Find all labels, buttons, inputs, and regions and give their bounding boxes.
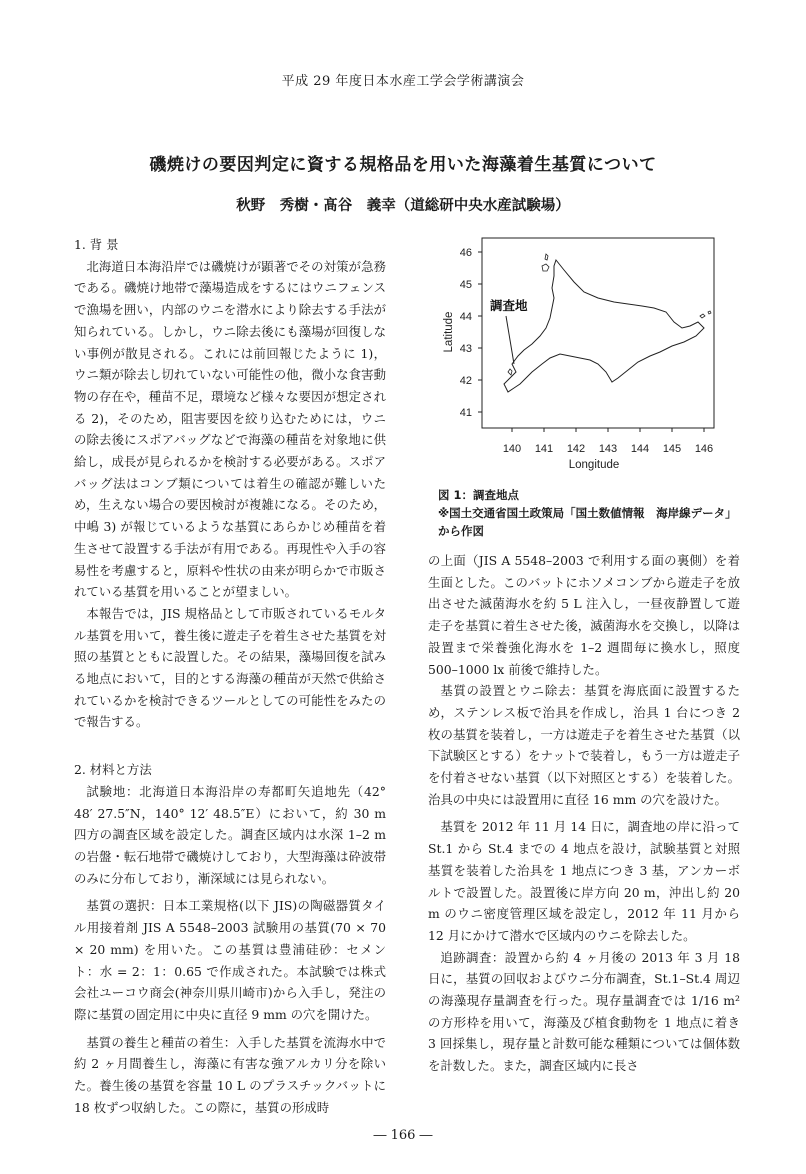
- left-column: [74, 234, 386, 1118]
- x-tick-143: 143: [598, 443, 618, 455]
- x-axis-title: Longitude: [568, 459, 620, 471]
- x-tick-144: 144: [630, 443, 650, 455]
- y-axis-title: Latitude: [443, 311, 455, 353]
- okushiri-island: [508, 369, 512, 375]
- y-tick-43: 43: [459, 343, 472, 355]
- x-tick-141: 141: [534, 443, 554, 455]
- paper-authors: 秋野 秀樹・髙谷 義幸（道総研中央水産試験場）: [236, 197, 570, 214]
- rishiri-island: [542, 264, 549, 271]
- figure-caption-source: ※国土交通省国土政策局「国土数値情報 海岸線データ」から作図: [438, 506, 737, 538]
- section-2-paragraph-1: 試験地：北海道日本海沿岸の寿都町矢追地先（42° 48′ 27.5″N，140° 12′ 48.5″E）において，約 30 m 四方の調査区域を設定した。調査区域内は水深 1–2 m の岩盤・転石地帯で磯焼けしており，大型海藻は砕波帯のみに分布しており，漸深域には見られない。: [74, 783, 386, 886]
- y-tick-45: 45: [459, 279, 472, 291]
- survey-site-pointer: [506, 316, 514, 364]
- right-paragraph-2: 基質の設置とウニ除去：基質を海底面に設置するため，ステンレス板で治具を作成し，治具 1 台につき 2 枚の基質を装着し，一方は遊走子を着生させた基質（以下試験区とする）をナットで装着し，もう一方は遊走子を付着させない基質（以下対照区とする）を装着した。治具の中央には設置用に直径 16 mm の穴を設けた。: [428, 683, 740, 807]
- y-tick-46: 46: [459, 247, 472, 259]
- x-tick-145: 145: [662, 443, 682, 455]
- y-axis: [443, 247, 482, 419]
- figure-caption-title: 図 1：調査地点: [438, 488, 520, 502]
- hokkaido-coastline: [504, 260, 704, 392]
- section-2-paragraph-3: 基質の養生と種苗の着生：入手した基質を流海水中で約 2 ヶ月間養生し，海藻に有害な強アルカリ分を除いた。養生後の基質を容量 10 L のプラスチックバットに 18 枚ずつ収納した。この際に，基質の形成時: [74, 1034, 386, 1115]
- rebun-island: [545, 254, 548, 260]
- section-2-heading: 2. 材料と方法: [74, 762, 152, 778]
- island-small-1: [700, 314, 705, 318]
- x-tick-142: 142: [566, 443, 586, 455]
- right-paragraph-4: 追跡調査：設置から約 4 ヶ月後の 2013 年 3 月 18 日に，基質の回収およびウニ分布調査，St.1–St.4 周辺の海藻現存量調査を行った。現存量調査では 1/16 m² の方形枠を用いて，海藻及び植食動物を 1 地点に着き 3 回採集し，現存量と計数可能な種類については個体数を計数した。また，調査区域内に長さ: [428, 949, 740, 1074]
- right-paragraph-3: 基質を 2012 年 11 月 14 日に，調査地の岸に沿って St.1 から St.4 までの 4 地点を設け，試験基質と対照基質を装着した治具を 1 地点につき 3 基，アンカーボルトで設置した。設置後に岸方向 20 m，沖出し約 20 m のウニ密度管理区域を設定し，2012 年 11 月から 12 月にかけて潜水で区域内のウニを除去した。: [428, 819, 740, 943]
- section-1-heading: 1. 背 景: [74, 237, 119, 252]
- section-1-paragraph-1: 北海道日本海沿岸では磯焼けが顕著でその対策が急務である。磯焼け地帯で藻場造成をするにはウニフェンスで漁場を囲い，内部のウニを潜水により除去する手法が知られている。しかし，ウニ除去後にも藻場が回復しない事例が散見される。これには前回報じたように 1)，ウニ類が除去し切れていない可能性の他，微小な食害動物の存在や，種苗不足，環境など様々な要因が想定される 2)，そのため，阻害要因を絞り込むためには，ウニの除去後にスポアバッグなどで海藻の種苗を対象地に供給し，成長が見られるかを検討する必要がある。スポアバッグ法はコンブ類については着生の確認が難しいため，生えない場合の要因検討が複雑になる。そのため，中嶋 3) が報じているような基質にあらかじめ種苗を着生させて設置する手法が有用である。再現性や入手の容易性を考慮すると，原料や性状の由来が明らかで市販されている基質を用いることが望ましい。: [74, 258, 386, 600]
- x-tick-146: 146: [694, 443, 714, 455]
- section-1-paragraph-2: 本報告では，JIS 規格品として市販されているモルタル基質を用いて，養生後に遊走子を着生させた基質を対照の基質とともに設置した。その結果，藻場回復を試みる地点において，目的とする海藻の種苗が天然で供給されているかを検討できるツールとしての可能性をみたので報告する。: [74, 605, 386, 730]
- map-frame: [482, 238, 714, 428]
- right-paragraph-1: の上面（JIS A 5548–2003 で利用する面の裏側）を着生面とした。このバットにホソメコンブから遊走子を放出させた滅菌海水を約 5 L 注入し，一昼夜静置して遊走子を基質に着生させた後，滅菌海水を交換し，以降は設置まで栄養強化海水を 1–2 週間毎に換水し，照度 500–1000 lx 前後で維持した。: [428, 553, 740, 677]
- figure-caption: [438, 486, 744, 540]
- right-column: [428, 550, 740, 1077]
- survey-site-label: 調査地: [490, 298, 528, 313]
- map-chart: [428, 232, 738, 480]
- y-tick-44: 44: [459, 311, 472, 323]
- island-small-2: [708, 311, 711, 314]
- y-tick-42: 42: [459, 375, 472, 387]
- x-axis: [503, 428, 713, 471]
- page-number: ― 166 ―: [373, 1128, 433, 1143]
- conference-header: 平成 29 年度日本水産工学会学術講演会: [281, 74, 525, 89]
- section-2-paragraph-2: 基質の選択：日本工業規格(以下 JIS)の陶磁器質タイル用接着剤 JIS A 5548–2003 試験用の基質(70 × 70 × 20 mm) を用いた。この基質は豊浦硅砂：セメント：水 = 2：1：0.65 で作成された。本試験では株式会社ユーコウ商会(神奈川県川崎市)から入手し，発注の際に基質の固定用に中央に直径 9 mm の穴を開けた。: [74, 898, 386, 1022]
- figure-1-map: [428, 232, 738, 480]
- x-tick-140: 140: [502, 443, 522, 455]
- y-tick-41: 41: [459, 407, 472, 419]
- paper-title: 磯焼けの要因判定に資する規格品を用いた海藻着生基質について: [149, 155, 657, 175]
